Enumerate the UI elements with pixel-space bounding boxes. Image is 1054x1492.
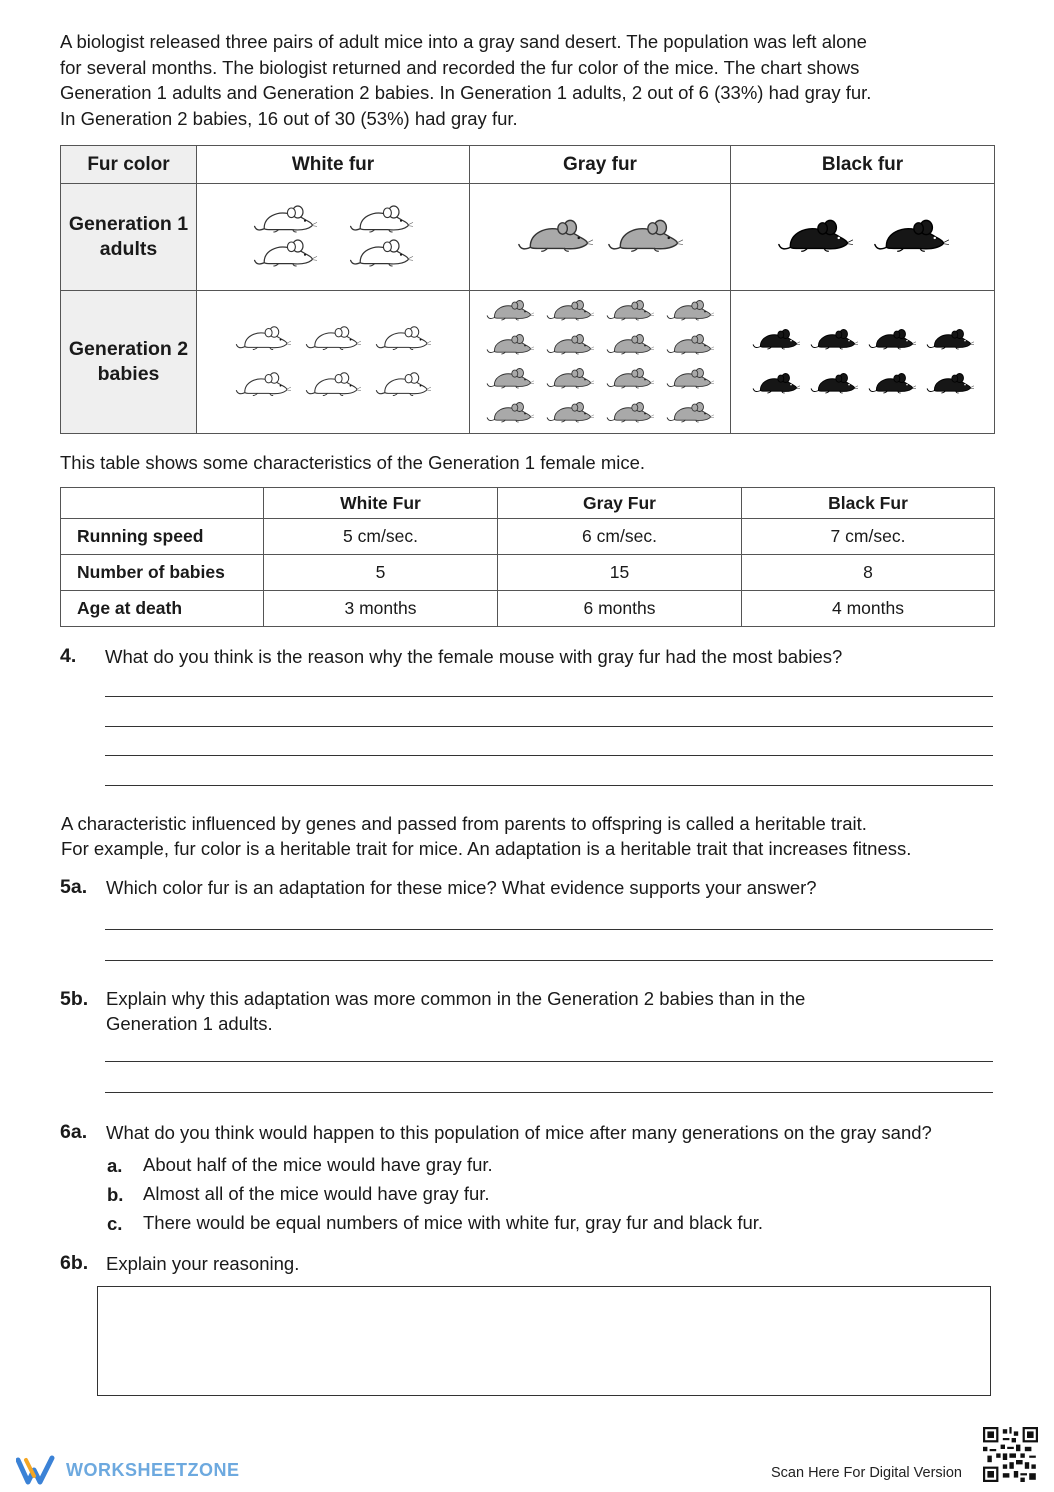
question-5b-text xyxy=(106,986,805,1036)
header-gray-fur: Gray Fur xyxy=(498,488,742,519)
table-row xyxy=(61,555,995,591)
white-mouse-icon xyxy=(305,323,361,355)
row-label-generation-1 xyxy=(61,184,197,291)
gray-mouse-icon xyxy=(606,366,654,392)
answer-line[interactable] xyxy=(105,960,993,961)
gray-mouse-icon xyxy=(606,400,654,426)
header-black-fur: Black Fur xyxy=(742,488,995,519)
answer-line[interactable] xyxy=(105,726,993,727)
row-label: Age at death xyxy=(61,591,264,627)
gray-mouse-icon xyxy=(486,366,534,392)
answer-line[interactable] xyxy=(105,1092,993,1093)
gray-mouse-icon xyxy=(486,298,534,324)
header-white-fur: White Fur xyxy=(264,488,498,519)
white-mouse-icon xyxy=(235,369,291,401)
gen1-white-cell xyxy=(197,184,470,291)
mouse-group xyxy=(731,291,994,433)
question-5a-text: Which color fur is an adaptation for these mice? What evidence supports your answer? xyxy=(106,877,817,898)
answer-line[interactable] xyxy=(105,755,993,756)
white-mouse-icon xyxy=(235,323,291,355)
question-6a-number: 6a. xyxy=(60,1121,88,1143)
table-row xyxy=(61,519,995,555)
table-cell: 5 cm/sec. xyxy=(264,519,498,555)
table-cell: 7 cm/sec. xyxy=(742,519,995,555)
black-mouse-icon xyxy=(752,370,800,398)
question-6a-text: What do you think would happen to this population of mice after many generations on the gray sand? xyxy=(106,1122,932,1143)
question-5b-number: 5b. xyxy=(60,988,89,1010)
gray-mouse-icon xyxy=(666,400,714,426)
white-mouse-icon xyxy=(248,238,322,270)
table-cell: 15 xyxy=(498,555,742,591)
row-label-line: babies xyxy=(97,363,160,385)
question-6b-number: 6b. xyxy=(60,1252,89,1274)
qr-code-icon[interactable] xyxy=(983,1427,1038,1482)
table-cell: 6 cm/sec. xyxy=(498,519,742,555)
black-mouse-icon xyxy=(777,217,853,257)
question-4-number: 4. xyxy=(60,645,77,667)
row-label-line: Generation 2 xyxy=(68,338,189,360)
header-fur-color: Fur color xyxy=(61,146,197,184)
row-label: Number of babies xyxy=(61,555,264,591)
intro-line: Generation 1 adults and Generation 2 babies. In Generation 1 adults, 2 out of 6 (33%) had gray fur. xyxy=(60,82,872,103)
mouse-group xyxy=(470,184,730,290)
brand-name: WORKSHEETZONE xyxy=(66,1460,240,1480)
answer-line[interactable] xyxy=(105,1061,993,1062)
intro-line: for several months. The biologist returned and recorded the fur color of the mice. The chart shows xyxy=(60,56,860,78)
table-cell: 8 xyxy=(742,555,995,591)
black-mouse-icon xyxy=(926,370,974,398)
option-b-letter[interactable]: b. xyxy=(107,1184,124,1205)
mouse-group xyxy=(197,184,469,290)
option-b-text[interactable]: Almost all of the mice would have gray fur. xyxy=(143,1183,490,1204)
question-4-text: What do you think is the reason why the female mouse with gray fur had the most babies? xyxy=(105,646,843,667)
white-mouse-icon xyxy=(344,204,418,236)
gray-mouse-icon xyxy=(666,332,714,358)
row-label-generation-2 xyxy=(61,291,197,434)
black-mouse-icon xyxy=(873,217,949,257)
mouse-group xyxy=(731,184,994,290)
option-a-letter[interactable]: a. xyxy=(107,1155,123,1176)
gen2-gray-cell xyxy=(470,291,731,434)
answer-box[interactable] xyxy=(97,1286,991,1396)
question-6b-text: Explain your reasoning. xyxy=(106,1253,300,1274)
black-mouse-icon xyxy=(752,326,800,354)
header-white-fur: White fur xyxy=(197,146,470,184)
mouse-group xyxy=(197,291,469,433)
black-mouse-icon xyxy=(810,370,858,398)
intro-line: A biologist released three pairs of adult mice into a gray sand desert. The population was left alone xyxy=(60,31,867,52)
option-a-text[interactable]: About half of the mice would have gray fur. xyxy=(143,1154,493,1175)
white-mouse-icon xyxy=(375,323,431,355)
intro-paragraph xyxy=(60,29,960,131)
black-mouse-icon xyxy=(926,326,974,354)
table-cell: 3 months xyxy=(264,591,498,627)
fur-color-chart xyxy=(60,145,995,434)
white-mouse-icon xyxy=(305,369,361,401)
gray-mouse-icon xyxy=(666,298,714,324)
header-black-fur: Black fur xyxy=(731,146,995,184)
gray-mouse-icon xyxy=(607,217,683,257)
characteristics-table xyxy=(60,487,995,627)
row-label: Running speed xyxy=(61,519,264,555)
gray-mouse-icon xyxy=(546,366,594,392)
black-mouse-icon xyxy=(868,326,916,354)
white-mouse-icon xyxy=(375,369,431,401)
gen1-gray-cell xyxy=(470,184,731,291)
answer-line[interactable] xyxy=(105,929,993,930)
table-cell: 5 xyxy=(264,555,498,591)
heritable-trait-paragraph xyxy=(61,811,911,861)
gray-mouse-icon xyxy=(546,400,594,426)
paragraph-line: A characteristic influenced by genes and passed from parents to offspring is called a heritable trait. xyxy=(61,813,867,834)
gray-mouse-icon xyxy=(517,217,593,257)
paragraph-line: For example, fur color is a heritable trait for mice. An adaptation is a heritable trait that increases fitness. xyxy=(61,838,912,859)
black-mouse-icon xyxy=(868,370,916,398)
gray-mouse-icon xyxy=(666,366,714,392)
characteristics-caption: This table shows some characteristics of the Generation 1 female mice. xyxy=(60,452,646,473)
black-mouse-icon xyxy=(810,326,858,354)
table-cell: 4 months xyxy=(742,591,995,627)
gray-mouse-icon xyxy=(546,298,594,324)
table-row xyxy=(61,591,995,627)
question-line: Explain why this adaptation was more common in the Generation 2 babies than in the xyxy=(106,988,806,1009)
white-mouse-icon xyxy=(248,204,322,236)
gray-mouse-icon xyxy=(606,298,654,324)
gray-mouse-icon xyxy=(606,332,654,358)
option-c-text[interactable]: There would be equal numbers of mice with white fur, gray fur and black fur. xyxy=(143,1212,764,1233)
gen2-white-cell xyxy=(197,291,470,434)
gen2-black-cell xyxy=(731,291,995,434)
row-label-line: adults xyxy=(99,238,158,260)
gen1-black-cell xyxy=(731,184,995,291)
mouse-group xyxy=(470,291,730,433)
header-gray-fur: Gray fur xyxy=(470,146,731,184)
white-mouse-icon xyxy=(344,238,418,270)
table-cell: 6 months xyxy=(498,591,742,627)
row-label-line: Generation 1 xyxy=(68,213,189,235)
scan-caption: Scan Here For Digital Version xyxy=(771,1465,962,1481)
answer-line[interactable] xyxy=(105,696,993,697)
option-c-letter[interactable]: c. xyxy=(107,1213,123,1234)
header-empty xyxy=(61,488,264,519)
answer-line[interactable] xyxy=(105,785,993,786)
intro-line: In Generation 2 babies, 16 out of 30 (53%) had gray fur. xyxy=(60,107,518,129)
gray-mouse-icon xyxy=(486,332,534,358)
question-5a-number: 5a. xyxy=(60,876,88,898)
question-line: Generation 1 adults. xyxy=(106,1013,273,1034)
gray-mouse-icon xyxy=(546,332,594,358)
gray-mouse-icon xyxy=(486,400,534,426)
